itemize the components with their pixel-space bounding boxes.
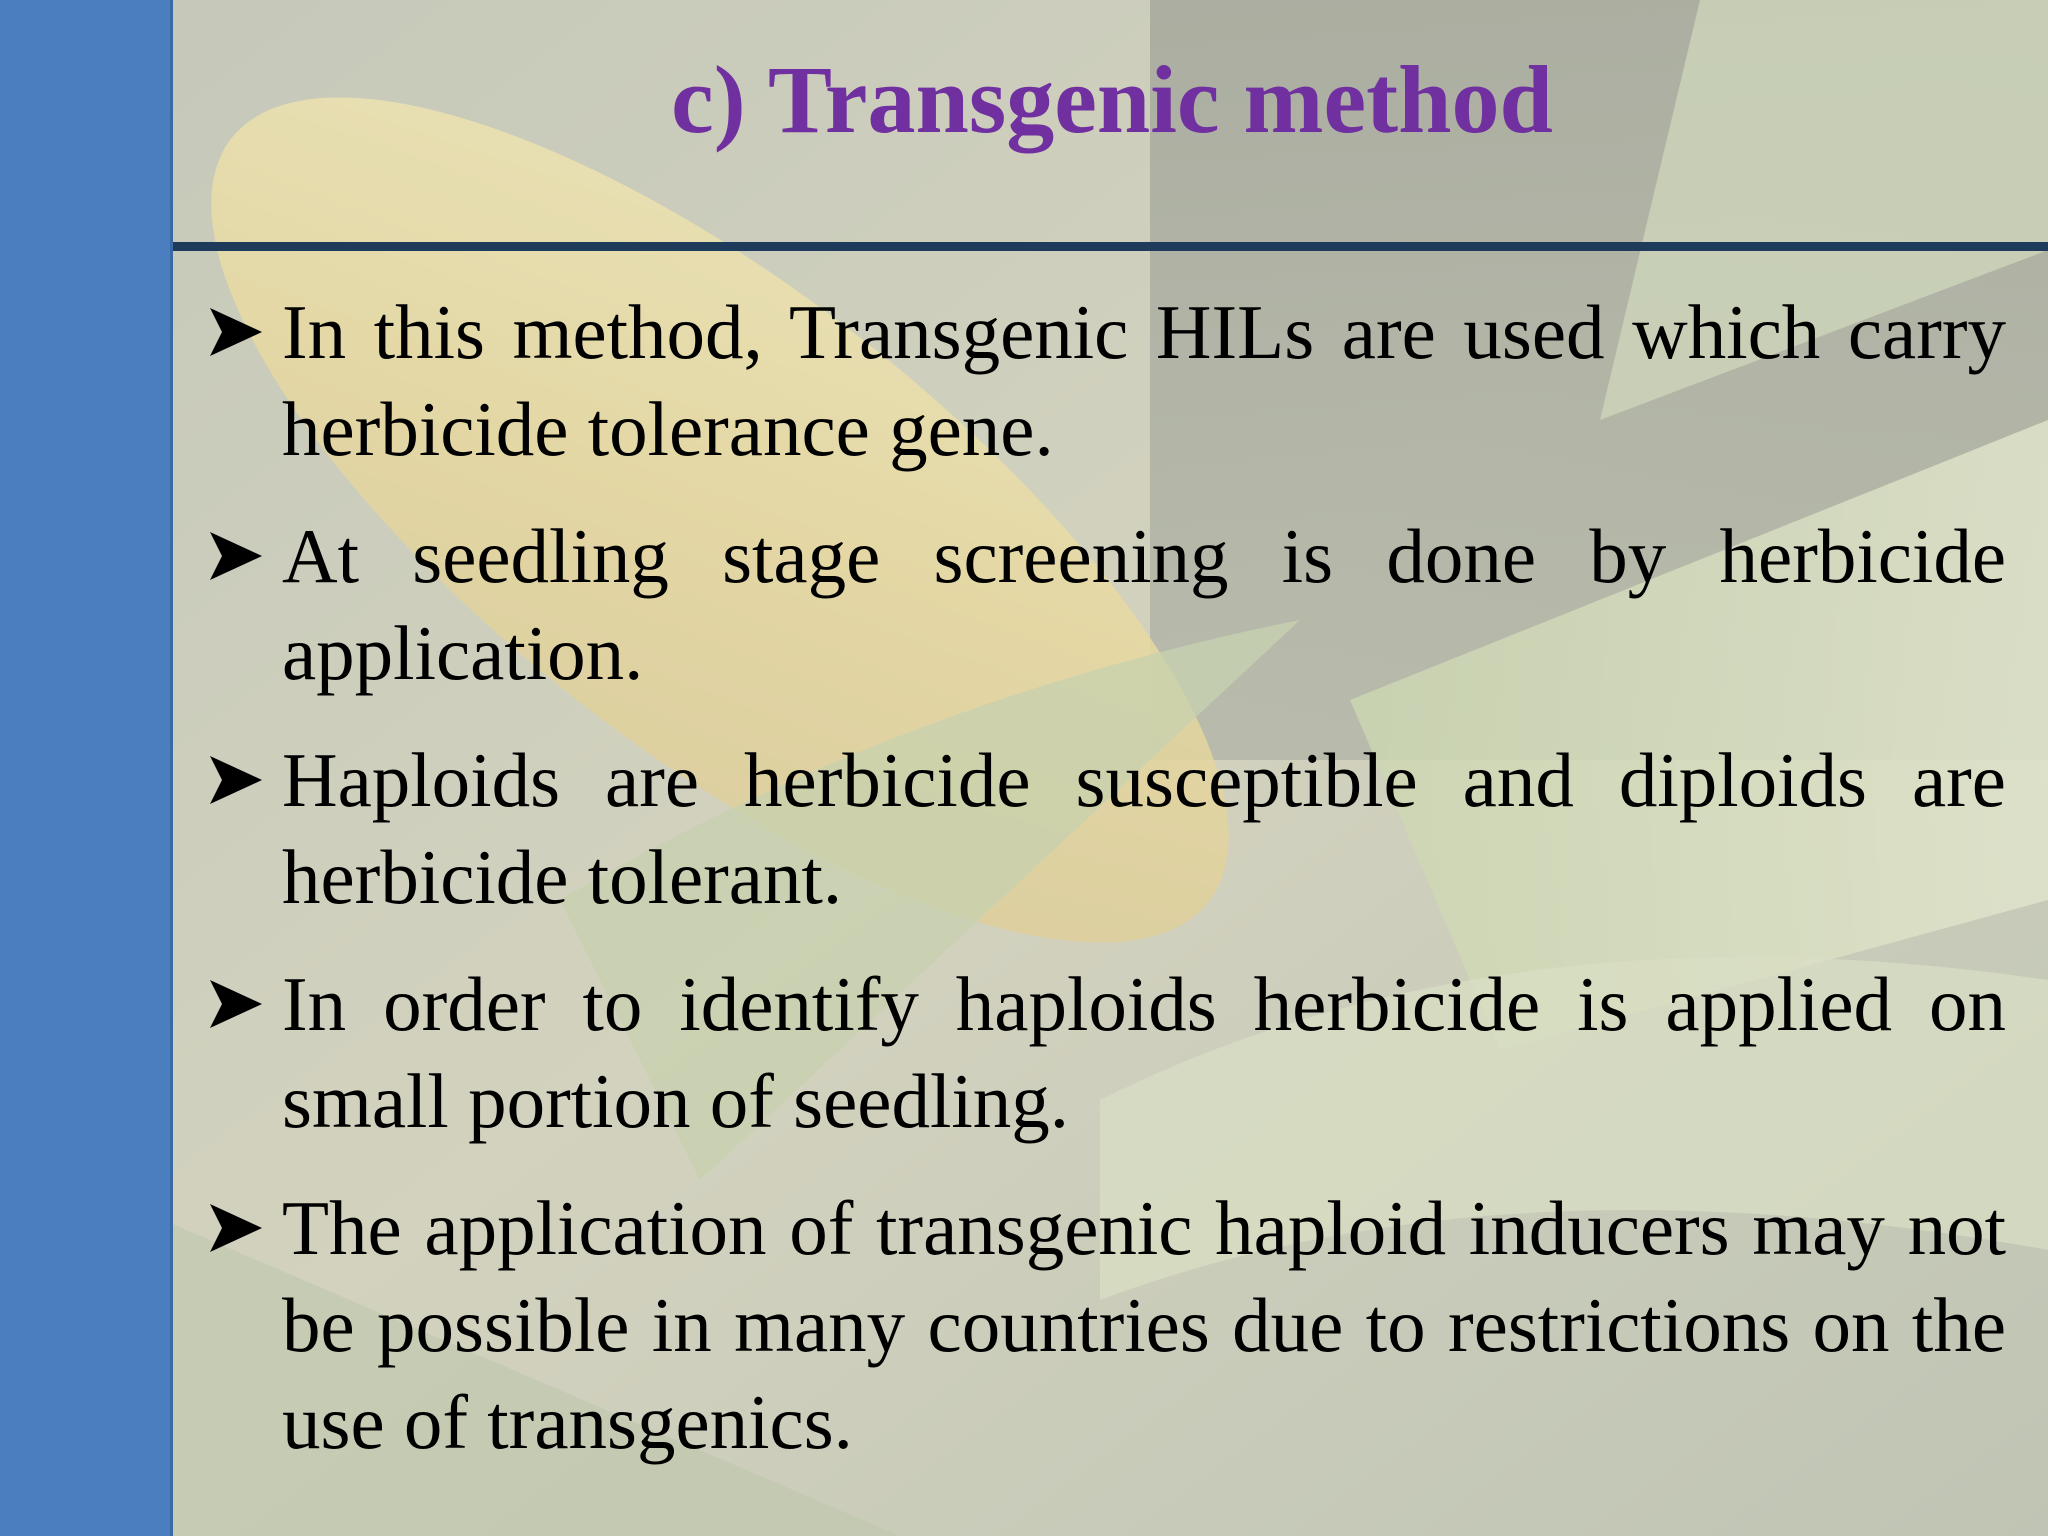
bullet-item (206, 508, 2006, 702)
bullet-text: The application of transgenic haploid inducers may not be possible in many countries due to restrictions on the use of transgenics. (282, 1185, 2006, 1465)
bullet-text: In order to identify haploids herbicide is applied on small portion of seedling. (282, 961, 2006, 1144)
arrowhead-bullet-icon (206, 526, 266, 586)
left-accent-bar (0, 0, 173, 1536)
arrowhead-bullet-icon (206, 302, 266, 362)
arrowhead-bullet-icon (206, 1198, 266, 1258)
bullet-item (206, 284, 2006, 478)
bullet-text: Haploids are herbicide susceptible and diploids are herbicide tolerant. (282, 737, 2006, 920)
bullet-item (206, 1180, 2006, 1471)
slide-title: c) Transgenic method (671, 46, 1553, 153)
bullet-text: At seedling stage screening is done by herbicide application. (282, 513, 2006, 696)
title-divider (173, 242, 2048, 251)
bullet-item (206, 956, 2006, 1150)
bullet-item (206, 732, 2006, 926)
arrowhead-bullet-icon (206, 974, 266, 1034)
bullet-list (206, 284, 2006, 1501)
bullet-text: In this method, Transgenic HILs are used which carry herbicide tolerance gene. (282, 289, 2006, 472)
arrowhead-bullet-icon (206, 750, 266, 810)
